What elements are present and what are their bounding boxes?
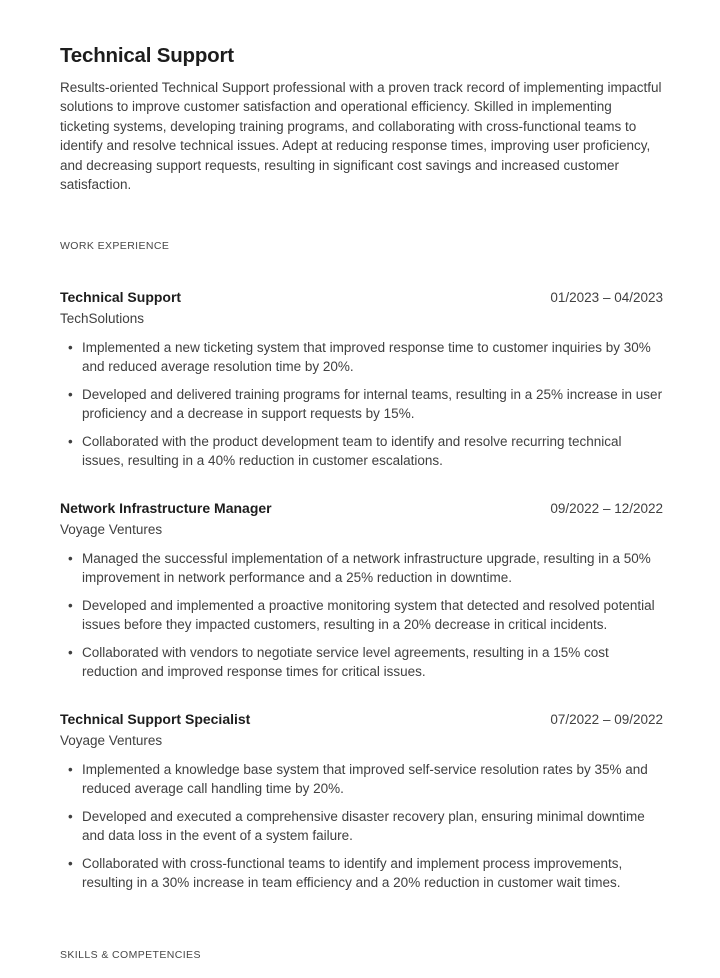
job-bullet: • Collaborated with the product development team to identify and resolve recurring technical issues, resulting in a 40% reduction in customer escalations. bbox=[82, 432, 663, 470]
job-header bbox=[60, 711, 663, 728]
job-dates: 01/2023 – 04/2023 bbox=[550, 289, 663, 305]
job-bullet-list bbox=[60, 549, 663, 681]
job-dates: 07/2022 – 09/2022 bbox=[550, 711, 663, 727]
job-list bbox=[60, 289, 663, 892]
job-bullet: • Managed the successful implementation of a network infrastructure upgrade, resulting in a 50% improvement in network performance and a 25% reduction in downtime. bbox=[82, 549, 663, 587]
job-bullet: • Developed and implemented a proactive monitoring system that detected and resolved potential issues before they impacted customers, resulting in a 20% decrease in critical incidents. bbox=[82, 596, 663, 634]
job-company: Voyage Ventures bbox=[60, 732, 163, 748]
job-header bbox=[60, 500, 663, 517]
resume-summary: Results-oriented Technical Support professional with a proven track record of implementing impactful solutions to improve customer satisfaction and operational efficiency. Skilled in implementing ticketing systems, developing training programs, and collaborating with cross-functional teams to identify and resolve technical issues. Adept at reducing response times, improving user proficiency, and decreasing support requests, resulting in significant cost savings and increased customer satisfaction. bbox=[60, 79, 662, 193]
resume-title: Technical Support bbox=[60, 44, 234, 67]
job-bullet-list bbox=[60, 338, 663, 470]
job-bullet: • Implemented a knowledge base system that improved self-service resolution rates by 35% and reduced average call handling time by 20%. bbox=[82, 760, 663, 798]
job-entry bbox=[60, 289, 663, 470]
job-bullet: • Developed and delivered training programs for internal teams, resulting in a 25% increase in user proficiency and a decrease in support requests by 15%. bbox=[82, 385, 663, 423]
job-company: TechSolutions bbox=[60, 310, 145, 326]
section-heading-work-experience: WORK EXPERIENCE bbox=[60, 239, 170, 252]
job-bullet-list bbox=[60, 760, 663, 892]
job-title: Technical Support bbox=[60, 288, 182, 305]
job-company: Voyage Ventures bbox=[60, 521, 163, 537]
job-title: Technical Support Specialist bbox=[60, 710, 251, 727]
job-bullet: • Developed and executed a comprehensive disaster recovery plan, ensuring minimal downtime and data loss in the event of a system failure. bbox=[82, 807, 663, 845]
job-dates: 09/2022 – 12/2022 bbox=[550, 500, 663, 516]
section-heading-skills-competencies: SKILLS & COMPETENCIES bbox=[60, 948, 201, 961]
job-entry bbox=[60, 500, 663, 681]
job-bullet: • Collaborated with vendors to negotiate service level agreements, resulting in a 15% cost reduction and improved response times for critical issues. bbox=[82, 643, 663, 681]
job-header bbox=[60, 289, 663, 306]
job-bullet: • Collaborated with cross-functional teams to identify and implement process improvements, resulting in a 30% increase in team efficiency and a 20% reduction in customer wait times. bbox=[82, 854, 663, 892]
job-title: Network Infrastructure Manager bbox=[60, 499, 272, 516]
job-bullet: • Implemented a new ticketing system that improved response time to customer inquiries by 30% and reduced average resolution time by 20%. bbox=[82, 338, 663, 376]
job-entry bbox=[60, 711, 663, 892]
